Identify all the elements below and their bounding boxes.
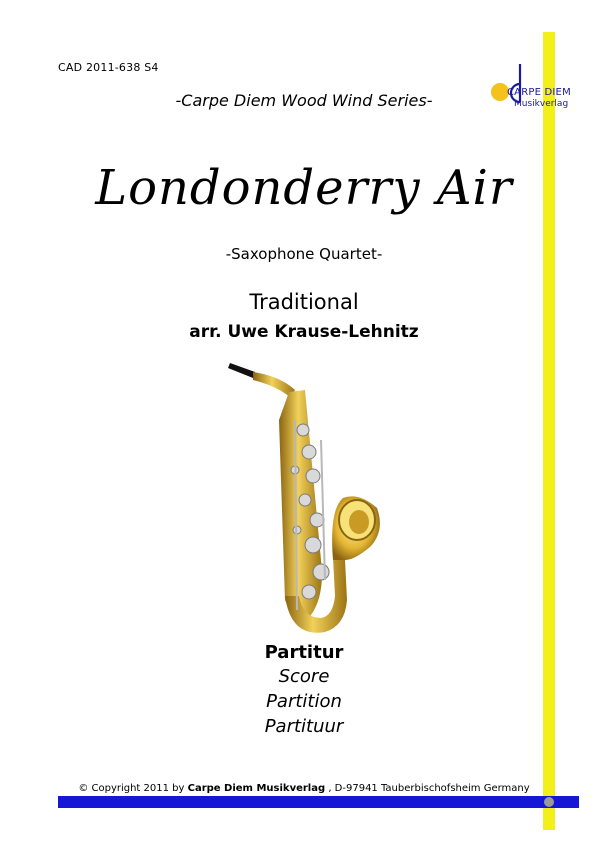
copyright-notice <box>0 783 608 794</box>
blue-bottom-bar <box>58 796 579 808</box>
part-label: Partitur <box>264 642 344 663</box>
piece-title: Londonderry Air <box>95 160 513 216</box>
saxophone-image <box>225 360 385 642</box>
logo-name: CARPE DIEM <box>507 87 571 98</box>
copyright-address: , D-97941 Tauberbischofsheim Germany <box>325 783 530 794</box>
ensemble-subtitle: -Saxophone Quartet- <box>225 245 383 263</box>
part-label-dutch: Partituur <box>264 716 344 737</box>
series-title: -Carpe Diem Wood Wind Series- <box>175 91 433 110</box>
part-label-french: Partition <box>266 691 342 712</box>
part-label-english: Score <box>278 666 330 687</box>
arranger: arr. Uwe Krause-Lehnitz <box>189 322 419 342</box>
logo-subtitle: Musikverlag <box>514 99 569 109</box>
grey-dot <box>544 797 554 807</box>
copyright-prefix: © Copyright 2011 by <box>78 783 188 794</box>
catalog-number: CAD 2011-638 S4 <box>58 61 159 74</box>
composer: Traditional <box>249 290 359 314</box>
publisher-name: Carpe Diem Musikverlag <box>187 783 326 794</box>
